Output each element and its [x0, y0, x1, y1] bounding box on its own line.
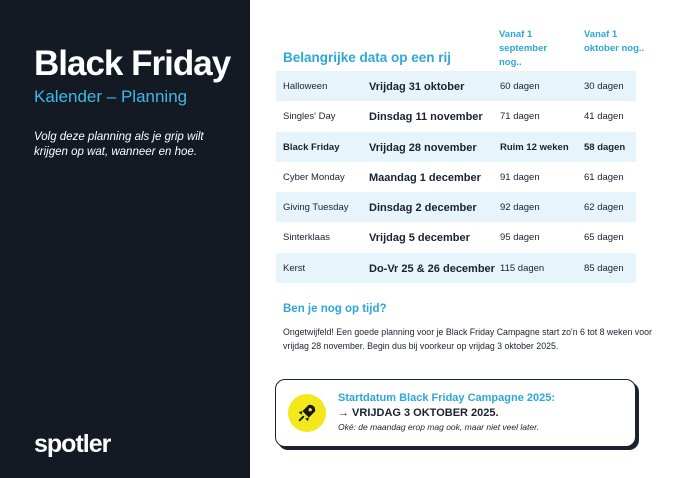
- row-date: Maandag 1 december: [369, 171, 481, 184]
- column-header-oktober: Vanaf 1 oktober nog..: [584, 29, 645, 54]
- dates-table: [276, 71, 636, 283]
- question-title: Ben je nog op tijd?: [283, 303, 387, 315]
- table-row: [276, 253, 636, 283]
- row-name: Sinterklaas: [283, 232, 330, 244]
- row-from-september: 60 dagen: [500, 81, 540, 92]
- row-from-oktober: 58 dagen: [584, 141, 626, 153]
- rocket-badge: [288, 394, 326, 432]
- row-from-september: 95 dagen: [500, 232, 540, 244]
- page-subtitle: Kalender – Planning: [34, 87, 188, 106]
- question-text: Ongetwijfeld! Een goede planning voor je Black Friday Campagne start zo'n 6 tot 8 weken voor vrijdag 28 november. Begin dus bij voorkeur op vrijdag 3 oktober 2025.: [283, 327, 652, 351]
- start-date-callout: [275, 379, 636, 447]
- row-from-oktober: 41 dagen: [584, 111, 624, 123]
- right-panel: [250, 0, 676, 478]
- callout-title: Startdatum Black Friday Campagne 2025:: [338, 392, 556, 404]
- row-name: Kerst: [283, 262, 306, 274]
- row-from-september: Ruim 12 weken: [500, 141, 569, 153]
- row-from-oktober: 30 dagen: [584, 81, 624, 92]
- row-from-september: 91 dagen: [500, 171, 540, 183]
- table-title: Belangrijke data op een rij: [283, 50, 452, 65]
- table-row: [276, 71, 636, 101]
- table-row: [276, 222, 636, 252]
- row-from-oktober: 61 dagen: [584, 171, 624, 183]
- table-row: [276, 101, 636, 131]
- page-title: Black Friday: [34, 44, 231, 83]
- row-date: Dinsdag 2 december: [369, 202, 477, 215]
- intro-text: Volg deze planning als je grip wilt krijgen op wat, wanneer en hoe.: [34, 131, 204, 158]
- row-name: Giving Tuesday: [283, 202, 349, 214]
- row-from-oktober: 85 dagen: [584, 262, 624, 274]
- row-name: Cyber Monday: [283, 171, 345, 183]
- row-from-september: 92 dagen: [500, 202, 540, 214]
- row-name: Halloween: [283, 81, 328, 92]
- row-from-september: 115 dagen: [500, 262, 545, 274]
- rocket-icon: [296, 402, 318, 424]
- row-date: Vrijdag 31 oktober: [369, 81, 465, 93]
- table-row: [276, 162, 636, 192]
- row-from-oktober: 62 dagen: [584, 202, 624, 214]
- row-date: Do-Vr 25 & 26 december: [369, 262, 495, 275]
- callout-date: → VRIJDAG 3 OKTOBER 2025.: [338, 407, 499, 419]
- row-name: Singles' Day: [283, 111, 336, 123]
- spotler-logo: spotler: [34, 430, 111, 458]
- row-name: Black Friday: [283, 141, 340, 153]
- row-date: Vrijdag 28 november: [369, 141, 477, 154]
- column-header-september: Vanaf 1 september nog..: [499, 29, 548, 68]
- row-date: Vrijdag 5 december: [369, 232, 470, 245]
- callout-note: Oké: de maandag erop mag ook, maar niet veel later.: [338, 422, 539, 432]
- row-date: Dinsdag 11 november: [369, 111, 483, 124]
- left-panel: [0, 0, 250, 478]
- table-row: [276, 192, 636, 222]
- row-from-september: 71 dagen: [500, 111, 540, 123]
- row-from-oktober: 65 dagen: [584, 232, 624, 244]
- table-row-highlight: [276, 132, 636, 162]
